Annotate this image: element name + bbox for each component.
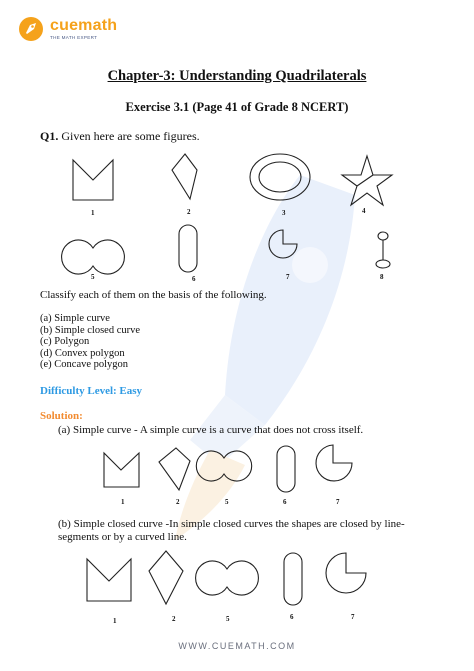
option-item: (c) Polygon [40, 336, 90, 347]
figure-number: 7 [336, 498, 340, 506]
figure-number: 5 [91, 273, 95, 281]
figure-number: 5 [226, 615, 230, 623]
figure-number: 7 [286, 273, 290, 281]
footer-url: WWW.CUEMATH.COM [178, 641, 296, 651]
solution-b-text: (b) Simple closed curve -In simple closed curves the shapes are closed by line-segments or by a curved line. [58, 518, 405, 543]
figure-number: 1 [121, 498, 125, 506]
options-list [40, 313, 140, 371]
figure-number: 4 [362, 207, 366, 215]
question-text: Given here are some figures. [61, 129, 200, 143]
figure-number: 8 [380, 273, 384, 281]
figure-number: 7 [351, 613, 355, 621]
option-item: (a) Simple curve [40, 313, 110, 324]
figure-number: 6 [283, 498, 287, 506]
figure-number: 2 [176, 498, 180, 506]
difficulty-level: Difficulty Level: Easy [40, 385, 143, 397]
fig-3-inner [259, 162, 301, 192]
figure-number: 2 [172, 615, 176, 623]
figure-number: 2 [187, 208, 191, 216]
option-item: (b) Simple closed curve [40, 324, 141, 336]
fig-8-bottom [376, 260, 390, 268]
solution-label: Solution: [40, 410, 83, 422]
fig-6-shape [179, 225, 197, 272]
option-item: (d) Convex polygon [40, 347, 125, 359]
fig-4-star [342, 156, 392, 205]
figure-number: 1 [113, 617, 117, 625]
solution-a-text: (a) Simple curve - A simple curve is a curve that does not cross itself. [58, 424, 364, 436]
figure-number: 5 [225, 498, 229, 506]
fig-7-shape [269, 230, 297, 258]
brand-name: cuemath [50, 16, 118, 34]
classify-instruction: Classify each of them on the basis of the following. [40, 289, 267, 301]
fig-2-shape [172, 154, 197, 199]
fig-1-shape [73, 160, 113, 200]
figure-number: 6 [192, 275, 196, 283]
fig-5-shape [62, 240, 125, 274]
fig-8-top [378, 232, 388, 240]
chapter-title-text: Chapter-3: Understanding Quadrilaterals [107, 68, 367, 84]
option-item: (e) Concave polygon [40, 359, 129, 370]
exercise-subtitle: Exercise 3.1 (Page 41 of Grade 8 NCERT) [125, 100, 349, 114]
figure-number: 3 [282, 209, 286, 217]
figure-number: 1 [91, 209, 95, 217]
figure-number: 6 [290, 613, 294, 621]
question-label: Q1. [40, 129, 59, 143]
brand-tagline: THE MATH EXPERT [50, 34, 98, 40]
